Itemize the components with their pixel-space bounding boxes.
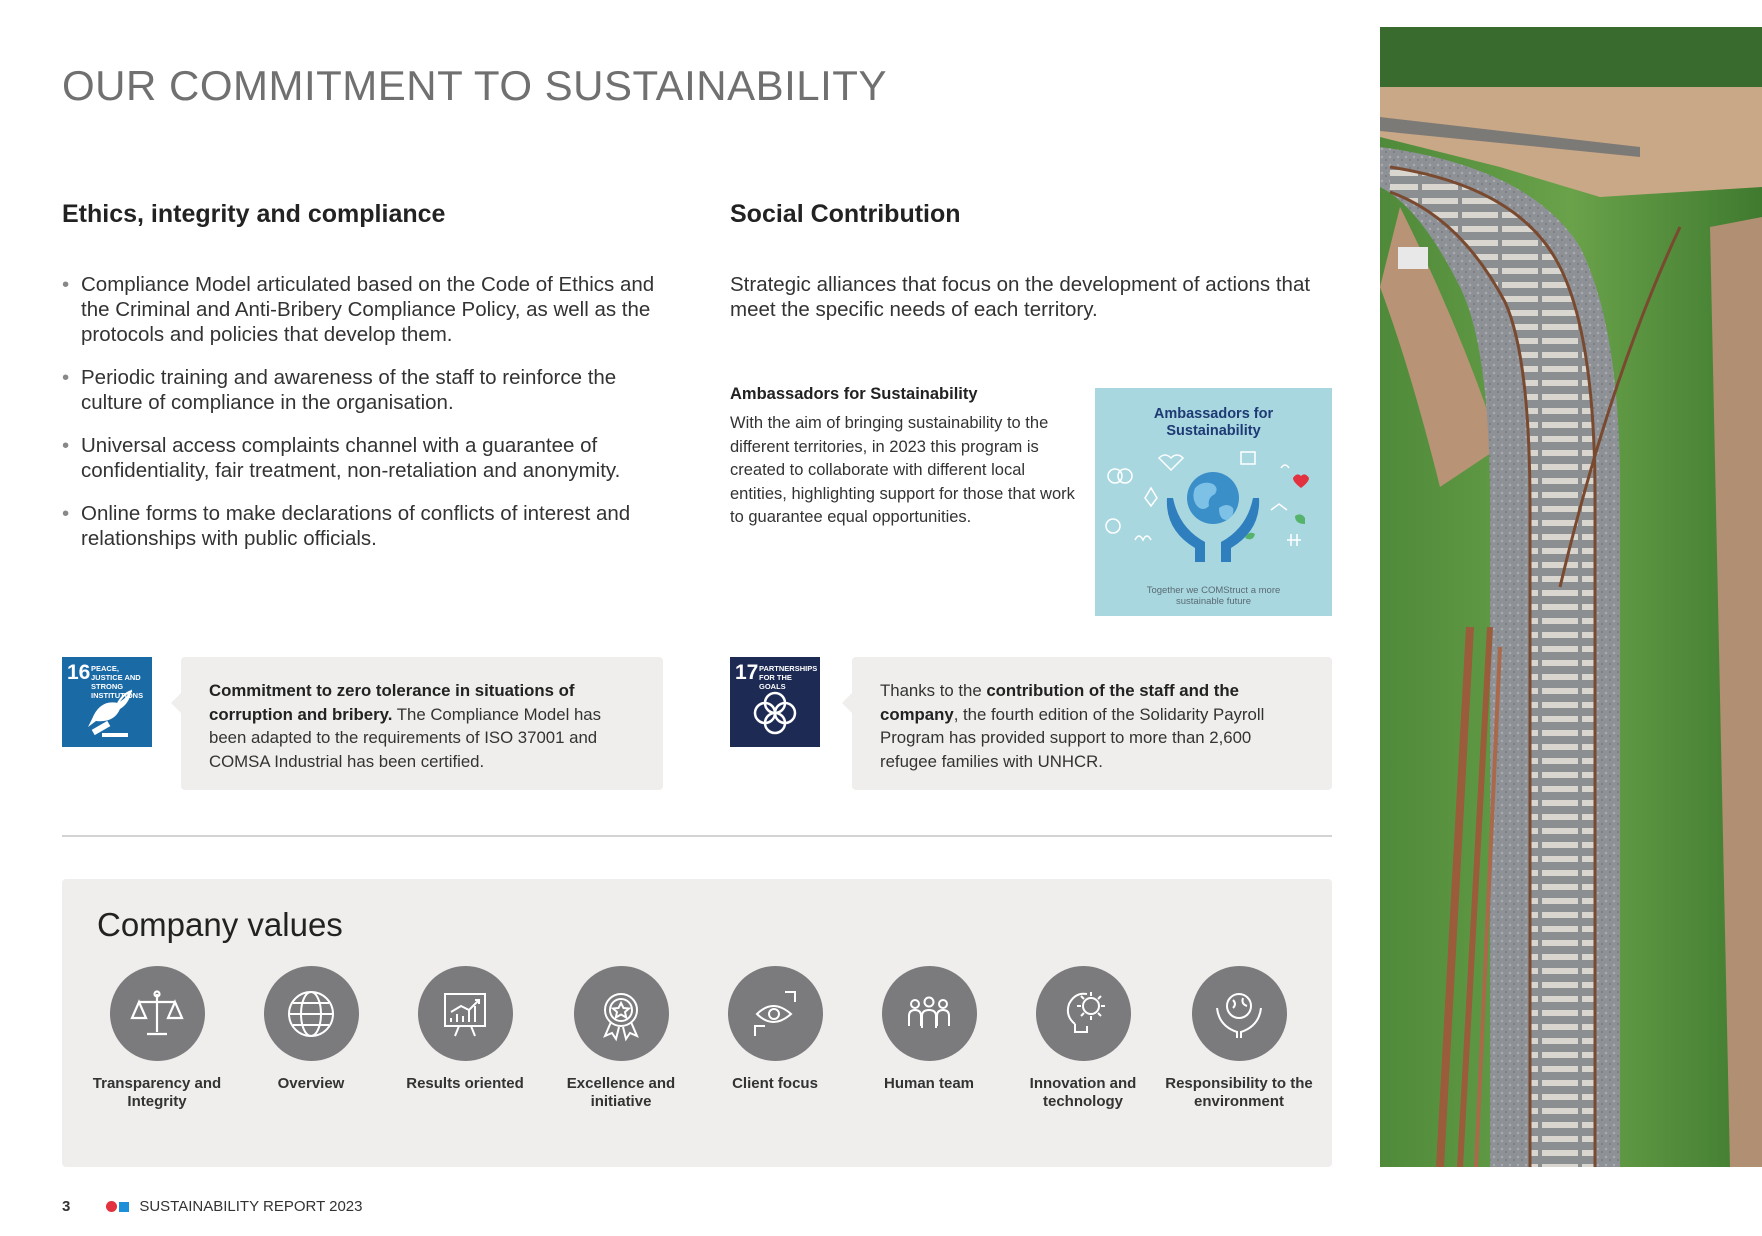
ethics-callout-bold: Commitment to zero tolerance in situations of corruption and bribery. [209, 681, 575, 724]
value-label: Human team [883, 1075, 975, 1092]
ethics-callout-text: The Compliance Model has been adapted to the requirements of ISO 37001 and COMSA Industrial has been certified. [209, 704, 602, 771]
value-item [380, 966, 550, 1093]
value-label: Overview [277, 1075, 345, 1092]
value-label: Client focus [732, 1075, 818, 1092]
scales-icon [110, 966, 205, 1061]
company-values-panel [62, 879, 1332, 1167]
sdg17-label: PARTNERSHIPS FOR THE GOALS [759, 664, 818, 691]
ambassadors-card-title: Ambassadors for Sustainability [1153, 406, 1274, 439]
social-intro: Strategic alliances that focus on the development of actions that meet the specific needs of each territory. [730, 273, 1311, 321]
social-callout-bold: contribution of the staff and the company [880, 681, 1239, 724]
sdg17-badge [730, 657, 820, 747]
bullet-item: • Universal access complaints channel with a guarantee of confidentiality, fair treatment, non-retaliation and anonymity. [62, 433, 672, 483]
lightbulb-gear-icon [1036, 966, 1131, 1061]
value-item [72, 966, 242, 1111]
award-badge-icon [574, 966, 669, 1061]
value-item [1154, 966, 1324, 1111]
ethics-callout [181, 657, 663, 790]
value-label: Innovation and technology [1029, 1075, 1137, 1110]
railway-aerial-photo [1380, 27, 1762, 1167]
ambassadors-text: With the aim of bringing sustainability to the different territories, in 2023 this program is created to collaborate with different local entities, highlighting support for those that work to guarantee equal opportunities. [730, 414, 1075, 526]
hands-globe-icon [1192, 966, 1287, 1061]
social-callout-text: , the fourth edition of the Solidarity Payroll Program has provided support to more than 2,600 refugee families with UNHCR. [880, 704, 1265, 771]
team-icon [882, 966, 977, 1061]
page-title: OUR COMMITMENT TO SUSTAINABILITY [62, 62, 887, 109]
value-label: Results oriented [406, 1075, 524, 1092]
ethics-heading: Ethics, integrity and compliance [62, 200, 446, 228]
brand-square-icon [119, 1202, 129, 1212]
report-name: SUSTAINABILITY REPORT 2023 [139, 1198, 363, 1215]
bullet-item: • Periodic training and awareness of the staff to reinforce the culture of compliance in the organisation. [62, 365, 672, 415]
value-item [690, 966, 860, 1093]
ambassadors-card-footer: Together we COMStruct a more sustainable future [1146, 585, 1281, 607]
ambassadors-card [1095, 388, 1332, 616]
ambassadors-title: Ambassadors for Sustainability [730, 385, 978, 403]
bullet-item: • Compliance Model articulated based on the Code of Ethics and the Criminal and Anti-Bribery Compliance Policy, as well as the protocols and policies that develop them. [62, 272, 672, 347]
growth-chart-icon [418, 966, 513, 1061]
sdg16-label: PEACE, JUSTICE AND STRONG INSTITUTIONS [91, 664, 144, 700]
social-heading: Social Contribution [730, 200, 961, 228]
sdg17-number: 17 [735, 661, 759, 684]
company-values-title: Company values [97, 906, 343, 943]
hands-holding-earth-icon [1095, 448, 1332, 578]
value-label: Transparency and Integrity [92, 1075, 222, 1110]
page-footer [62, 1198, 363, 1215]
section-divider [62, 835, 1332, 837]
sdg16-badge [62, 657, 152, 747]
value-item [536, 966, 706, 1111]
value-item [844, 966, 1014, 1093]
value-item [998, 966, 1168, 1111]
globe-icon [264, 966, 359, 1061]
page-number: 3 [62, 1198, 71, 1215]
social-callout [852, 657, 1332, 790]
value-label: Responsibility to the environment [1165, 1075, 1313, 1110]
social-callout-pre: Thanks to the [880, 681, 987, 700]
sdg16-number: 16 [67, 661, 91, 684]
value-item [226, 966, 396, 1093]
ethics-bullet-list [62, 272, 672, 569]
bullet-item: • Online forms to make declarations of conflicts of interest and relationships with public officials. [62, 501, 672, 551]
eye-focus-icon [728, 966, 823, 1061]
value-label: Excellence and initiative [566, 1075, 676, 1110]
brand-dot-icon [106, 1201, 117, 1212]
